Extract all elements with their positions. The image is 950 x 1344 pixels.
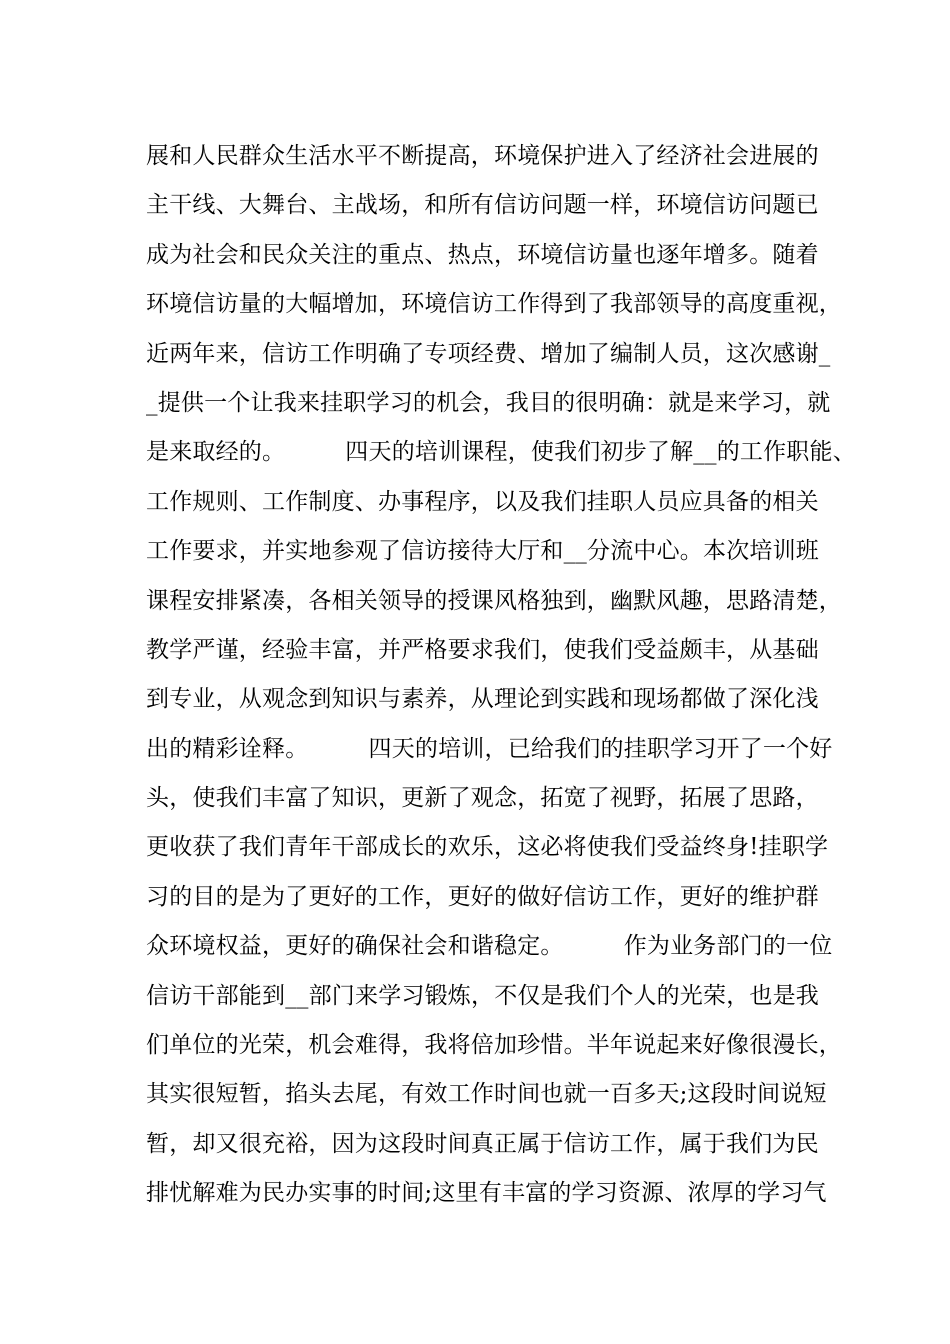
text-line-13: 出的精彩诠释。 四天的培训，已给我们的挂职学习开了一个好 [146, 735, 833, 762]
text-line-1: 展和人民群众生活水平不断提高，环境保护进入了经济社会进展的 [146, 143, 819, 169]
text-line-8: 工作规则、工作制度、办事程序，以及我们挂职人员应具备的相关 [146, 488, 819, 515]
text-line-7: 是来取经的。 四天的培训课程，使我们初步了解__的工作职能、 [146, 439, 856, 466]
text-line-21: 暂，却又很充裕，因为这段时间真正属于信访工作，属于我们为民 [146, 1130, 819, 1157]
text-line-12: 到专业，从观念到知识与素养，从理论到实践和现场都做了深化浅 [146, 686, 819, 713]
text-line-2: 主干线、大舞台、主战场，和所有信访问题一样，环境信访问题已 [146, 192, 819, 219]
text-line-15: 更收获了我们青年干部成长的欢乐，这必将使我们受益终身!挂职学 [146, 834, 829, 861]
text-line-22: 排忧解难为民办实事的时间;这里有丰富的学习资源、浓厚的学习气 [146, 1180, 827, 1207]
text-line-16: 习的目的是为了更好的工作，更好的做好信访工作，更好的维护群 [146, 883, 819, 910]
text-line-4: 环境信访量的大幅增加，环境信访工作得到了我部领导的高度重视， [146, 291, 842, 318]
text-line-14: 头，使我们丰富了知识，更新了观念，拓宽了视野，拓展了思路， [146, 785, 819, 812]
body-text [146, 132, 856, 1219]
text-line-3: 成为社会和民众关注的重点、热点，环境信访量也逐年增多。随着 [146, 241, 819, 268]
text-line-20: 其实很短暂，掐头去尾，有效工作时间也就一百多天;这段时间说短 [146, 1081, 827, 1108]
text-line-19: 们单位的光荣，机会难得，我将倍加珍惜。半年说起来好像很漫长， [146, 1032, 842, 1059]
text-line-18: 信访干部能到__部门来学习锻炼，不仅是我们个人的光荣，也是我 [146, 982, 819, 1009]
text-line-5: 近两年来，信访工作明确了专项经费、增加了编制人员，这次感谢_ [146, 340, 831, 367]
text-line-10: 课程安排紧凑，各相关领导的授课风格独到，幽默风趣，思路清楚， [146, 587, 842, 614]
text-line-6: _提供一个让我来挂职学习的机会，我目的很明确：就是来学习，就 [146, 389, 831, 416]
text-line-11: 教学严谨，经验丰富，并严格要求我们，使我们受益颇丰，从基础 [146, 636, 819, 663]
text-line-17: 众环境权益，更好的确保社会和谐稳定。 作为业务部门的一位 [146, 933, 833, 960]
text-line-9: 工作要求，并实地参观了信访接待大厅和__分流中心。本次培训班 [146, 538, 819, 565]
